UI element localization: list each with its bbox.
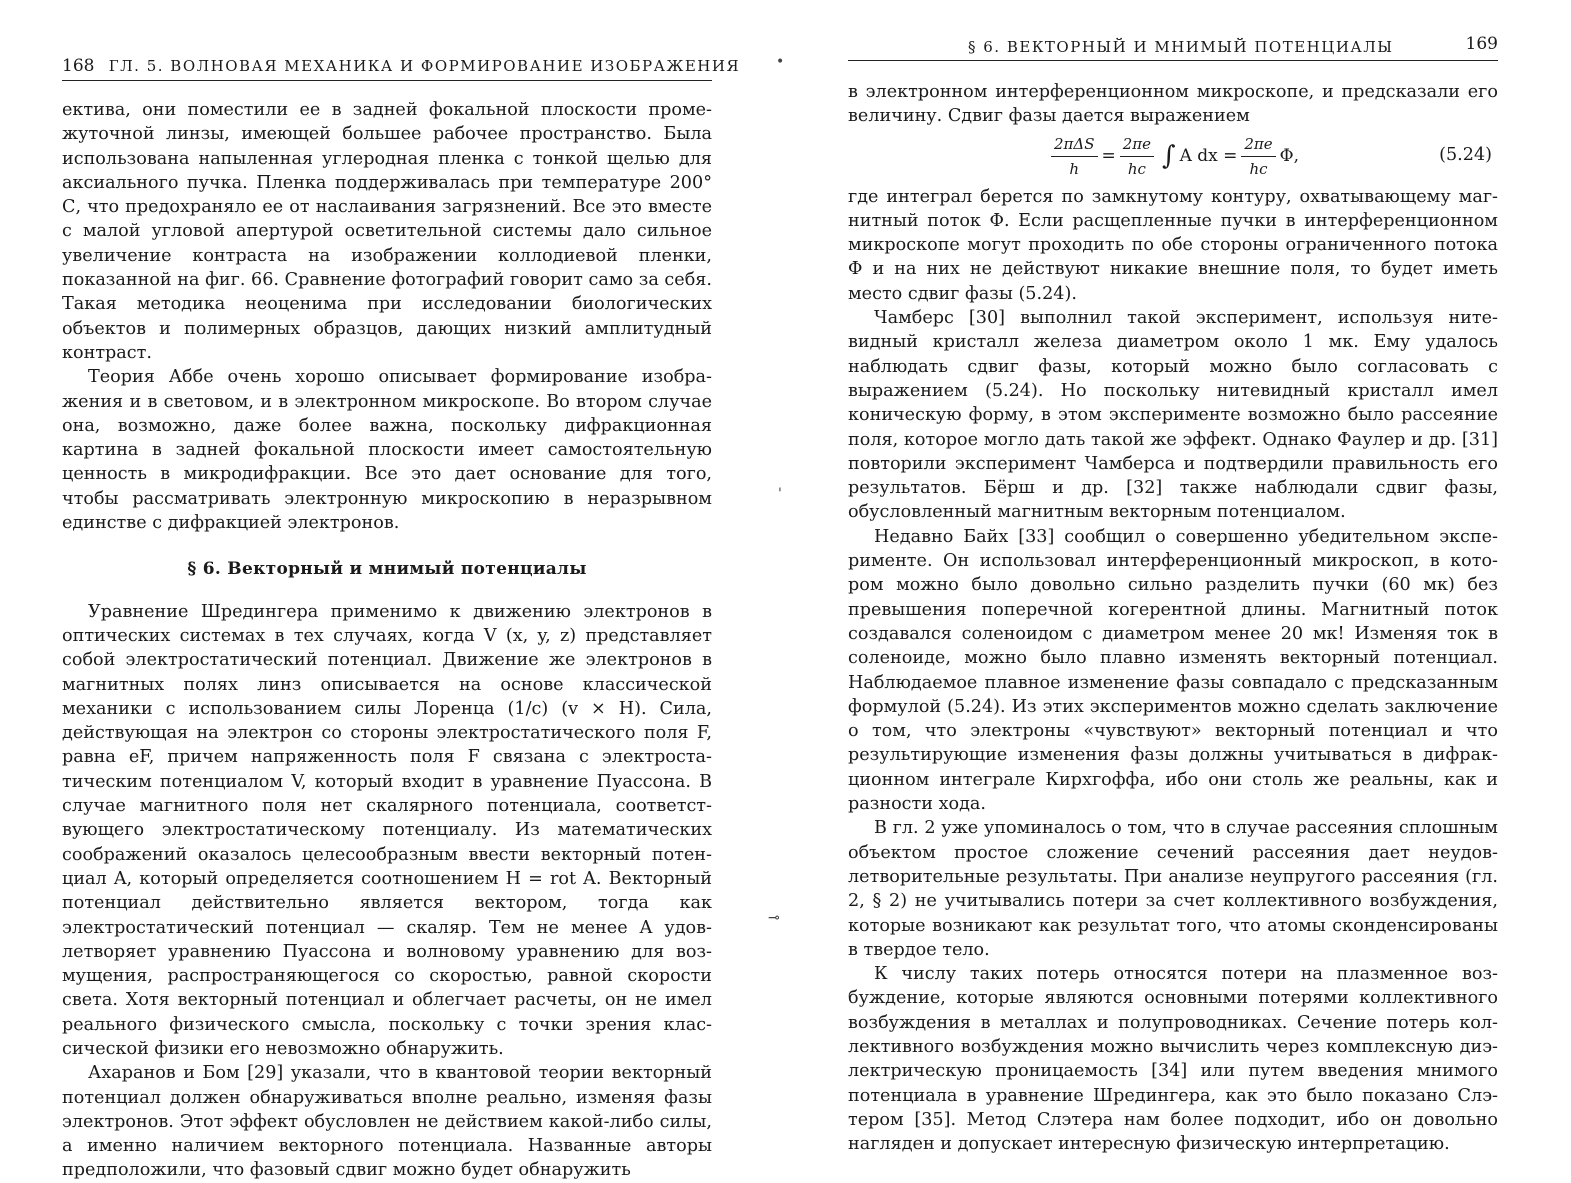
equals-sign: = bbox=[1101, 146, 1116, 167]
integral-sign: ∫ bbox=[1162, 141, 1176, 172]
integrand: A dx = bbox=[1179, 146, 1238, 167]
right-running-head bbox=[848, 36, 1498, 61]
fraction bbox=[1120, 132, 1154, 182]
left-body bbox=[62, 98, 712, 1183]
fraction bbox=[1051, 132, 1098, 182]
right-running-title: § 6. ВЕКТОРНЫЙ И МНИМЫЙ ПОТЕНЦИАЛЫ bbox=[968, 38, 1394, 56]
left-page-number: 168 bbox=[62, 56, 95, 76]
paragraph: Чамберс [30] выполнил такой эксперимент, используя нитевидный кристалл железа диаметром около 1 мк. Ему удалось наблюдать сдвиг фазы, который можно было согласовать с выражением (5.24). Но поскольку нитевидный кристалл имел коническую форму, в этом эксперименте возможно было рассеяние поля, которое могло дать такой же эффект. Однако Фаулер и др. [31] повторили эксперимент Чамберса и подтвердили правильность его результатов. Бёрш и др. [32] также наблюдали сдвиг фазы, обусловленный магнитным векторным потенциалом. bbox=[848, 308, 1498, 523]
formula-tail: Φ, bbox=[1279, 146, 1300, 167]
equation-number: (5.24) bbox=[1439, 144, 1492, 165]
fraction bbox=[1241, 132, 1275, 182]
paragraph: в электронном интерференционном микроскопе, и предсказали его величину. Сдвиг фазы дается выражением bbox=[848, 82, 1498, 127]
fraction-denominator: hc bbox=[1249, 160, 1268, 179]
paragraph: К числу таких потерь относятся потери на плазменное возбуждение, которые являются основными потерями коллективного возбуждения в металлах и полупроводниках. Сечение потерь коллективного возбуждения можно вычислить через комплексную диэлектрическую проницаемость [34] или путем введения мнимого потенциала в уравнение Шредингера, как это было показано Слэтером [35]. Метод Слэтера нам более подходит, ибо он довольно нагляден и допускает интересную физическую интерпретацию. bbox=[848, 964, 1498, 1155]
fraction-denominator: h bbox=[1069, 160, 1080, 179]
fraction-numerator: 2πe bbox=[1120, 132, 1154, 157]
paragraph: В гл. 2 уже упоминалось о том, что в случае рассеяния сплошным объектом простое сложение сечений рассеяния дает неудовлетворительные результаты. При анализе неупругого рассеяния (гл. 2, § 2) не учитывались потери за счет коллективного возбуждения, которые возникают как результат того, что атомы сконденсированы в твердое тело. bbox=[848, 818, 1498, 960]
paragraph: ектива, они поместили ее в задней фокальной плоскости промежуточной линзы, имеющей большее рабочее пространство. Была использована напыленная углеродная пленка с тонкой щелью для аксиального пучка. Пленка поддерживалась при температуре 200° С, что предохраняло ее от наслаивания загрязнений. Все это вместе с малой угловой апертурой осветительной системы дало сильное увеличение контраста на изображении коллодиевой пленки, показанной на фиг. 66. Сравнение фотографий говорит само за себя. Такая методика неоценима при исследовании биологических объектов и полимерных образцов, дающих низкий амплитудный контраст. bbox=[62, 100, 712, 363]
right-body bbox=[848, 80, 1498, 1156]
gutter-marks: • ' ⊸ bbox=[768, 54, 785, 926]
right-page-number: 169 bbox=[1465, 34, 1498, 54]
right-page bbox=[848, 0, 1498, 1155]
paragraph: Уравнение Шредингера применимо к движению электронов в оптических системах в тех случаях, когда V (x, y, z) представляет собой электростатический потенциал. Движение же электронов в магнитных полях линз описывается на основе классической механики с использованием силы Лоренца (1/c) (v × H). Сила, действующая на электрон со стороны электростатического поля F, равна eF, причем напряженность поля F связана с электростатическим потенциалом V, который входит в уравнение Пуассона. В случае магнитного поля нет скалярного потенциала, соответствующего электростатическому потенциалу. Из математических соображений оказалось целесообразным ввести векторный потенциал A, который определяется соотношением H = rot A. Векторный потенциал действительно является вектором, тогда как электростатический потенциал — скаляр. Тем не менее A удовлетворяет уравнению Пуассона и волновому уравнению для возмущения, распространяющегося со скоростью, равной скорости света. Хотя векторный потенциал и облегчает расчеты, он не имел реального физического смысла, поскольку с точки зрения классической физики его невозможно обнаружить. bbox=[62, 601, 712, 1059]
fraction-denominator: hc bbox=[1127, 160, 1146, 179]
equation-5-24 bbox=[848, 129, 1498, 185]
left-running-title: ГЛ. 5. ВОЛНОВАЯ МЕХАНИКА И ФОРМИРОВАНИЕ ИЗОБРАЖЕНИЯ bbox=[108, 57, 741, 75]
left-page bbox=[62, 0, 741, 1181]
fraction-numerator: 2πΔS bbox=[1051, 132, 1098, 157]
paragraph: где интеграл берется по замкнутому контуру, охватывающему магнитный поток Φ. Если расщепленные пучки в интерференционном микроскопе могут проходить по обе стороны ограниченного потока Φ и на них не действуют никакие внешние поля, то будет иметь место сдвиг фазы (5.24). bbox=[848, 186, 1498, 304]
paragraph: Недавно Байх [33] сообщил о совершенно убедительном эксперименте. Он использовал интерференционный микроскоп, в котором можно было довольно сильно разделить пучки (60 мк) без превышения поперечной когерентной длины. Магнитный поток создавался соленоидом с диаметром менее 20 мк! Изменяя ток в соленоиде, можно было плавно изменять векторный потенциал. Наблюдаемое плавное изменение фазы совпадало с предсказанным формулой (5.24). Из этих экспериментов можно сделать заключение о том, что электроны «чувствуют» векторный потенциал и что результирующие изменения фазы должны учитываться в дифракционном интеграле Кирхгоффа, ибо они столь же реальны, как и разности хода. bbox=[848, 526, 1498, 815]
left-running-head bbox=[62, 56, 741, 81]
fraction-numerator: 2πe bbox=[1241, 132, 1275, 157]
section-heading: § 6. Векторный и мнимый потенциалы bbox=[187, 559, 587, 580]
paragraph: Теория Аббе очень хорошо описывает формирование изображения и в световом, и в электронном микроскопе. Во втором случае она, возможно, даже более важна, поскольку дифракционная картина в задней фокальной плоскости имеет самостоятельную ценность в микродифракции. Все это дает основание для того, чтобы рассматривать электронную микроскопию в неразрывном единстве с дифракцией электронов. bbox=[62, 367, 712, 534]
paragraph: Ахаранов и Бом [29] указали, что в квантовой теории векторный потенциал должен обнаруживаться вполне реально, изменяя фазы электронов. Этот эффект обусловлен не действием какой-либо силы, а именно наличием векторного потенциала. Названные авторы предположили, что фазовый сдвиг можно будет обнаружить bbox=[62, 1063, 712, 1181]
